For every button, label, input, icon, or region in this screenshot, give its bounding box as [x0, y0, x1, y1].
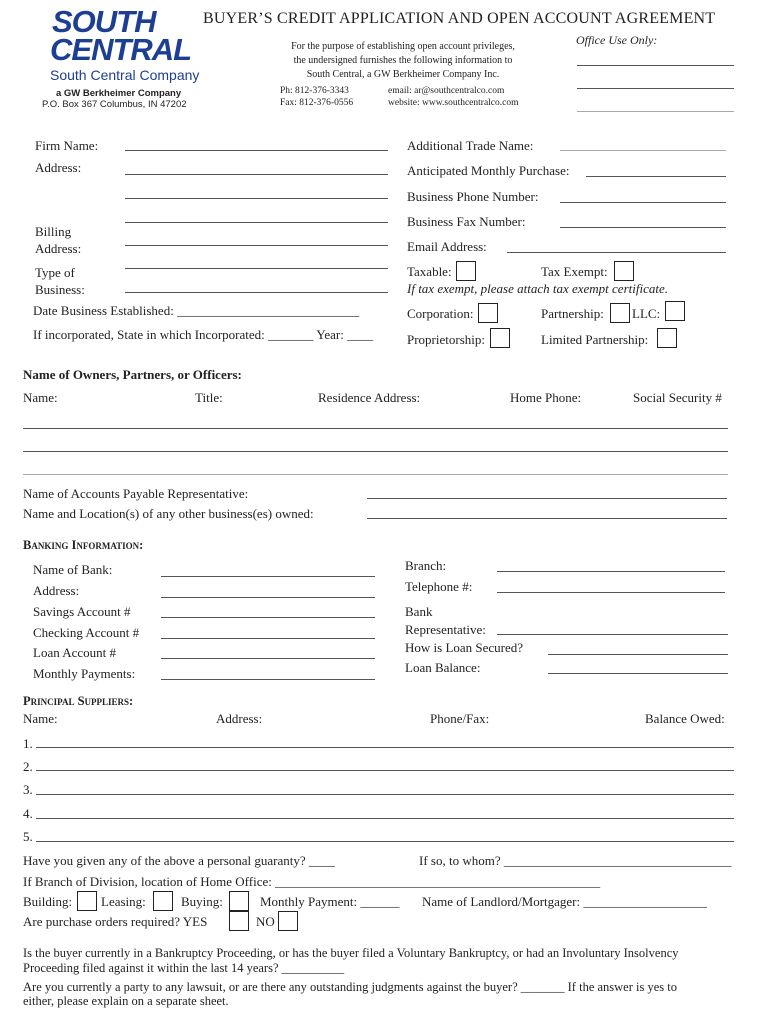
bank-address-field[interactable] [161, 597, 375, 598]
other-business-label: Name and Location(s) of any other business(es) owned: [23, 506, 314, 521]
logo-company-name: South Central Company [50, 67, 200, 83]
proprietorship-label: Proprietorship: [407, 332, 485, 347]
proprietorship-checkbox[interactable] [490, 328, 510, 348]
building-checkbox[interactable] [77, 891, 97, 911]
office-use-label: Office Use Only: [576, 33, 658, 47]
address-field-3[interactable] [125, 222, 388, 223]
monthly-payments-label: Monthly Payments: [33, 666, 136, 681]
guaranty-question[interactable]: Have you given any of the above a personal guaranty? ____ [23, 853, 335, 868]
representative-label: Representative: [405, 622, 486, 637]
loan-balance-label: Loan Balance: [405, 660, 481, 675]
supplier-row-1[interactable] [36, 747, 734, 748]
leasing-label: Leasing: [101, 894, 146, 909]
logo-central: CENTRAL [50, 32, 192, 67]
business-fax-label: Business Fax Number: [407, 214, 526, 229]
email-label: Email Address: [407, 239, 487, 254]
checking-field[interactable] [161, 638, 375, 639]
supplier-num-4: 4. [23, 806, 33, 821]
lawsuit-question-2: either, please explain on a separate sheet. [23, 994, 229, 1008]
building-label: Building: [23, 894, 73, 909]
purpose-line-3: South Central, a GW Berkheimer Company Inc. [306, 69, 500, 80]
suppliers-col-address: Address: [216, 711, 263, 726]
owner-row-2[interactable] [23, 451, 728, 452]
ap-rep-label: Name of Accounts Payable Representative: [23, 486, 249, 501]
savings-field[interactable] [161, 617, 375, 618]
suppliers-heading: Principal Suppliers: [23, 694, 134, 708]
loan-account-label: Loan Account # [33, 645, 117, 660]
suppliers-col-name: Name: [23, 711, 58, 726]
savings-label: Savings Account # [33, 604, 131, 619]
owners-col-name: Name: [23, 390, 58, 405]
contact-fax: Fax: 812-376-0556 [280, 98, 354, 108]
business-phone-label: Business Phone Number: [407, 189, 539, 204]
suppliers-col-phone: Phone/Fax: [430, 711, 490, 726]
branch-label: Branch: [405, 558, 447, 573]
corporation-label: Corporation: [407, 306, 474, 321]
type-business-field-1[interactable] [125, 268, 388, 269]
business-label: Business: [35, 282, 85, 297]
parent-company: a GW Berkheimer Company [56, 88, 182, 99]
supplier-num-5: 5. [23, 829, 33, 844]
tax-exempt-note: If tax exempt, please attach tax exempt certificate. [407, 281, 668, 296]
supplier-num-2: 2. [23, 759, 33, 774]
po-no-checkbox[interactable] [278, 911, 298, 931]
office-use-line-3[interactable] [577, 111, 734, 112]
buying-label: Buying: [181, 894, 223, 909]
monthly-purchase-field[interactable] [586, 176, 726, 177]
bankruptcy-question-1: Is the buyer currently in a Bankruptcy Proceeding, or has the buyer filed a Voluntary Bankruptcy, or had an Involuntary Insolvency [23, 946, 679, 960]
purpose-line-2: the undersigned furnishes the following information to [293, 55, 513, 66]
office-use-line-1[interactable] [577, 65, 734, 66]
owners-heading: Name of Owners, Partners, or Officers: [23, 367, 242, 382]
address-label: Address: [35, 160, 82, 175]
po-required-label: Are purchase orders required? YES [23, 914, 208, 929]
taxable-label: Taxable: [407, 264, 452, 279]
owners-col-title: Title: [195, 390, 223, 405]
branch-field[interactable] [497, 571, 725, 572]
owner-row-1[interactable] [23, 428, 728, 429]
page-title: BUYER’S CREDIT APPLICATION AND OPEN ACCOUNT AGREEMENT [203, 10, 716, 27]
leasing-checkbox[interactable] [153, 891, 173, 911]
limited-partnership-label: Limited Partnership: [541, 332, 649, 347]
home-office-question[interactable]: If Branch of Division, location of Home Office: __________________________________________________ [23, 874, 601, 889]
address-field-1[interactable] [125, 174, 388, 175]
contact-website: website: www.southcentralco.com [388, 98, 519, 108]
partnership-label: Partnership: [541, 306, 604, 321]
telephone-label: Telephone #: [405, 579, 473, 594]
supplier-row-5[interactable] [36, 841, 734, 842]
firm-name-field[interactable] [125, 150, 388, 151]
po-no-label: NO [256, 914, 275, 929]
owner-row-3[interactable] [23, 474, 728, 475]
owners-col-residence: Residence Address: [318, 390, 421, 405]
landlord-field[interactable]: Name of Landlord/Mortgager: ___________________ [422, 894, 707, 909]
banking-heading: Banking Information: [23, 538, 144, 552]
supplier-row-2[interactable] [36, 770, 734, 771]
buying-checkbox[interactable] [229, 891, 249, 911]
suppliers-col-balance: Balance Owed: [645, 711, 725, 726]
bank-name-label: Name of Bank: [33, 562, 113, 577]
limited-partnership-checkbox[interactable] [657, 328, 677, 348]
tax-exempt-label: Tax Exempt: [541, 264, 608, 279]
logo-south: SOUTH [52, 4, 156, 39]
billing-address-label: Address: [35, 241, 82, 256]
owners-col-phone: Home Phone: [510, 390, 582, 405]
date-established-field[interactable]: Date Business Established: ____________________________ [33, 303, 360, 318]
guaranty-to-whom[interactable]: If so, to whom? ___________________________________ [419, 853, 732, 868]
monthly-payment-field[interactable]: Monthly Payment: ______ [260, 894, 400, 909]
monthly-payments-field[interactable] [161, 679, 375, 680]
llc-label: LLC: [632, 306, 661, 321]
owners-col-ssn: Social Security # [633, 390, 722, 405]
supplier-num-3: 3. [23, 782, 33, 797]
contact-email: email: ar@southcentralco.com [388, 86, 505, 96]
supplier-num-1: 1. [23, 736, 33, 751]
trade-name-field[interactable] [560, 150, 726, 151]
supplier-row-4[interactable] [36, 818, 734, 819]
bank-address-label: Address: [33, 583, 80, 598]
trade-name-label: Additional Trade Name: [407, 138, 534, 153]
business-fax-field[interactable] [560, 227, 726, 228]
corporation-checkbox[interactable] [478, 303, 498, 323]
lawsuit-question-1[interactable]: Are you currently a party to any lawsuit, or are there any outstanding judgments against the buyer? _______ If the answer is yes to [23, 980, 677, 994]
business-phone-field[interactable] [560, 202, 726, 203]
email-field[interactable] [507, 252, 726, 253]
company-address: P.O. Box 367 Columbus, IN 47202 [42, 99, 187, 110]
ap-rep-field[interactable] [367, 498, 727, 499]
office-use-line-2[interactable] [577, 88, 734, 89]
representative-field[interactable] [497, 634, 728, 635]
taxable-checkbox[interactable] [456, 261, 476, 281]
billing-label: Billing [35, 224, 72, 239]
loan-secured-field[interactable] [548, 654, 728, 655]
partnership-checkbox[interactable] [610, 303, 630, 323]
supplier-row-3[interactable] [36, 794, 734, 795]
incorporated-field[interactable]: If incorporated, State in which Incorporated: _______ Year: ____ [33, 327, 374, 342]
firm-name-label: Firm Name: [35, 138, 99, 153]
loan-account-field[interactable] [161, 658, 375, 659]
monthly-purchase-label: Anticipated Monthly Purchase: [407, 163, 570, 178]
bankruptcy-question-2[interactable]: Proceeding filed against it within the last 14 years? __________ [23, 961, 345, 975]
billing-address-field[interactable] [125, 245, 388, 246]
type-business-field-2[interactable] [125, 292, 388, 293]
tax-exempt-checkbox[interactable] [614, 261, 634, 281]
purpose-text [277, 40, 529, 82]
po-yes-checkbox[interactable] [229, 911, 249, 931]
telephone-field[interactable] [497, 592, 725, 593]
other-business-field[interactable] [367, 518, 727, 519]
bank-label: Bank [405, 604, 433, 619]
loan-balance-field[interactable] [548, 673, 728, 674]
loan-secured-label: How is Loan Secured? [405, 640, 524, 655]
address-field-2[interactable] [125, 198, 388, 199]
llc-checkbox[interactable] [665, 301, 685, 321]
contact-phone: Ph: 812-376-3343 [280, 86, 349, 96]
bank-name-field[interactable] [161, 576, 375, 577]
checking-label: Checking Account # [33, 625, 140, 640]
purpose-line-1: For the purpose of establishing open account privileges, [291, 41, 515, 52]
type-of-label: Type of [35, 265, 75, 280]
